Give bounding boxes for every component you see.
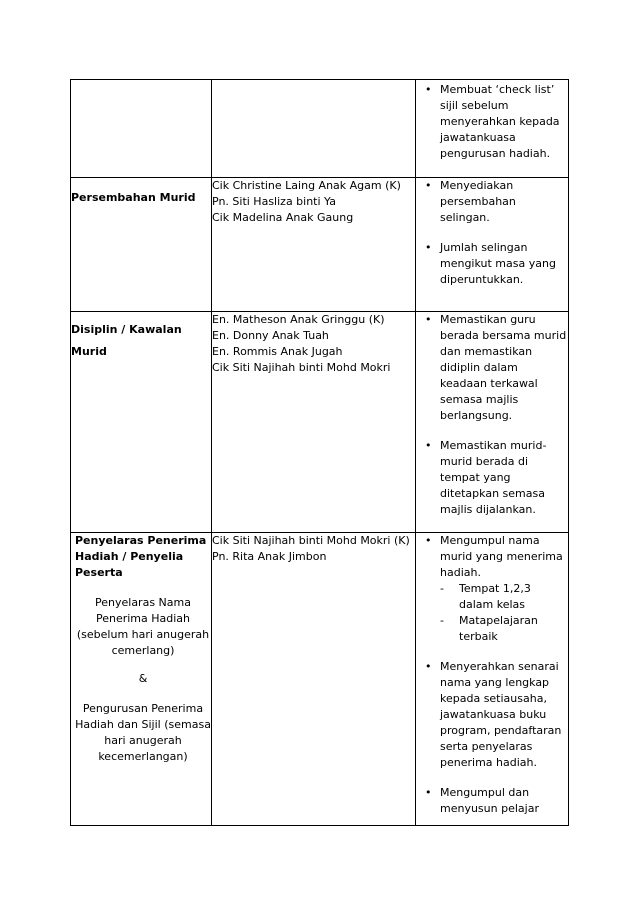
pic-cell bbox=[212, 533, 416, 826]
committee-duty-table bbox=[70, 79, 569, 826]
task-text: Membuat ‘check list’ sijil sebelum menyerahkan kepada jawatankuasa pengurusan hadiah. bbox=[440, 83, 560, 160]
table-row bbox=[71, 312, 569, 533]
sub-list bbox=[440, 581, 568, 645]
task-text: Memastikan murid-murid berada di tempat yang ditetapkan semasa majlis dijalankan. bbox=[440, 439, 547, 516]
role-note-ampersand: & bbox=[138, 672, 148, 685]
pic-cell bbox=[212, 80, 416, 178]
task-text: Mengumpul dan menyusun pelajar bbox=[440, 786, 539, 815]
role-title: Disiplin / Kawalan bbox=[71, 323, 182, 336]
role-title: Persembahan Murid bbox=[71, 191, 196, 204]
bullet-icon: • bbox=[425, 660, 432, 673]
task-text: Menyerahkan senarai nama yang lengkap kepada setiausaha, jawatankuasa buku program, pendaftaran serta penyelaras penerima hadiah. bbox=[440, 660, 562, 769]
person-name: Pn. Rita Anak Jimbon bbox=[212, 550, 327, 563]
person-name: Cik Christine Laing Anak Agam (K) bbox=[212, 179, 401, 192]
pic-cell bbox=[212, 178, 416, 312]
role-cell bbox=[71, 178, 212, 312]
bullet-icon: • bbox=[425, 786, 432, 799]
list-item bbox=[416, 312, 568, 424]
person-name: Cik Siti Najihah binti Mohd Mokri bbox=[212, 361, 391, 374]
table-row bbox=[71, 178, 569, 312]
bullet-icon: • bbox=[425, 313, 432, 326]
role-note: Pengurusan Penerima Hadiah dan Sijil (semasa hari anugerah kecemerlangan) bbox=[75, 702, 211, 763]
pic-cell bbox=[212, 312, 416, 533]
person-name: En. Donny Anak Tuah bbox=[212, 329, 329, 342]
tasks-cell bbox=[416, 178, 569, 312]
person-name: En. Matheson Anak Gringgu (K) bbox=[212, 313, 385, 326]
list-item bbox=[416, 533, 568, 645]
tasks-cell bbox=[416, 533, 569, 826]
bullet-icon: • bbox=[425, 179, 432, 192]
role-cell bbox=[71, 80, 212, 178]
person-name: Cik Madelina Anak Gaung bbox=[212, 211, 354, 224]
list-item bbox=[416, 178, 568, 226]
person-name: Cik Siti Najihah binti Mohd Mokri (K) bbox=[212, 534, 410, 547]
tasks-cell bbox=[416, 312, 569, 533]
sub-list-item bbox=[440, 581, 568, 613]
task-text: Memastikan guru berada bersama murid dan memastikan didiplin dalam keadaan terkawal semasa majlis berlangsung. bbox=[440, 313, 567, 422]
list-item bbox=[416, 240, 568, 288]
sub-task-text: Matapelajaran terbaik bbox=[459, 614, 538, 643]
table-row bbox=[71, 80, 569, 178]
bullet-icon: • bbox=[425, 241, 432, 254]
sub-task-text: Tempat 1,2,3 dalam kelas bbox=[459, 582, 531, 611]
role-title: Hadiah / Penyelia bbox=[75, 550, 184, 563]
sub-list-item bbox=[440, 613, 568, 645]
role-cell bbox=[71, 533, 212, 826]
role-title: Murid bbox=[71, 345, 107, 358]
bullet-icon: • bbox=[425, 83, 432, 96]
list-item bbox=[416, 82, 568, 162]
role-note: Penyelaras Nama Penerima Hadiah (sebelum hari anugerah cemerlang) bbox=[76, 596, 210, 657]
tasks-cell bbox=[416, 80, 569, 178]
role-title: Peserta bbox=[75, 566, 123, 579]
role-title: Penyelaras Penerima bbox=[75, 534, 207, 547]
person-name: En. Rommis Anak Jugah bbox=[212, 345, 343, 358]
person-name: Pn. Siti Hasliza binti Ya bbox=[212, 195, 336, 208]
task-text: Mengumpul nama murid yang menerima hadiah. bbox=[440, 534, 563, 579]
list-item bbox=[416, 659, 568, 771]
task-text: Jumlah selingan mengikut masa yang diperuntukkan. bbox=[440, 241, 556, 286]
dash-icon: - bbox=[440, 614, 444, 627]
task-text: Menyediakan persembahan selingan. bbox=[440, 179, 516, 224]
dash-icon: - bbox=[440, 582, 444, 595]
list-item bbox=[416, 438, 568, 518]
bullet-icon: • bbox=[425, 439, 432, 452]
role-cell bbox=[71, 312, 212, 533]
list-item bbox=[416, 785, 568, 817]
bullet-icon: • bbox=[425, 534, 432, 547]
table-row bbox=[71, 533, 569, 826]
